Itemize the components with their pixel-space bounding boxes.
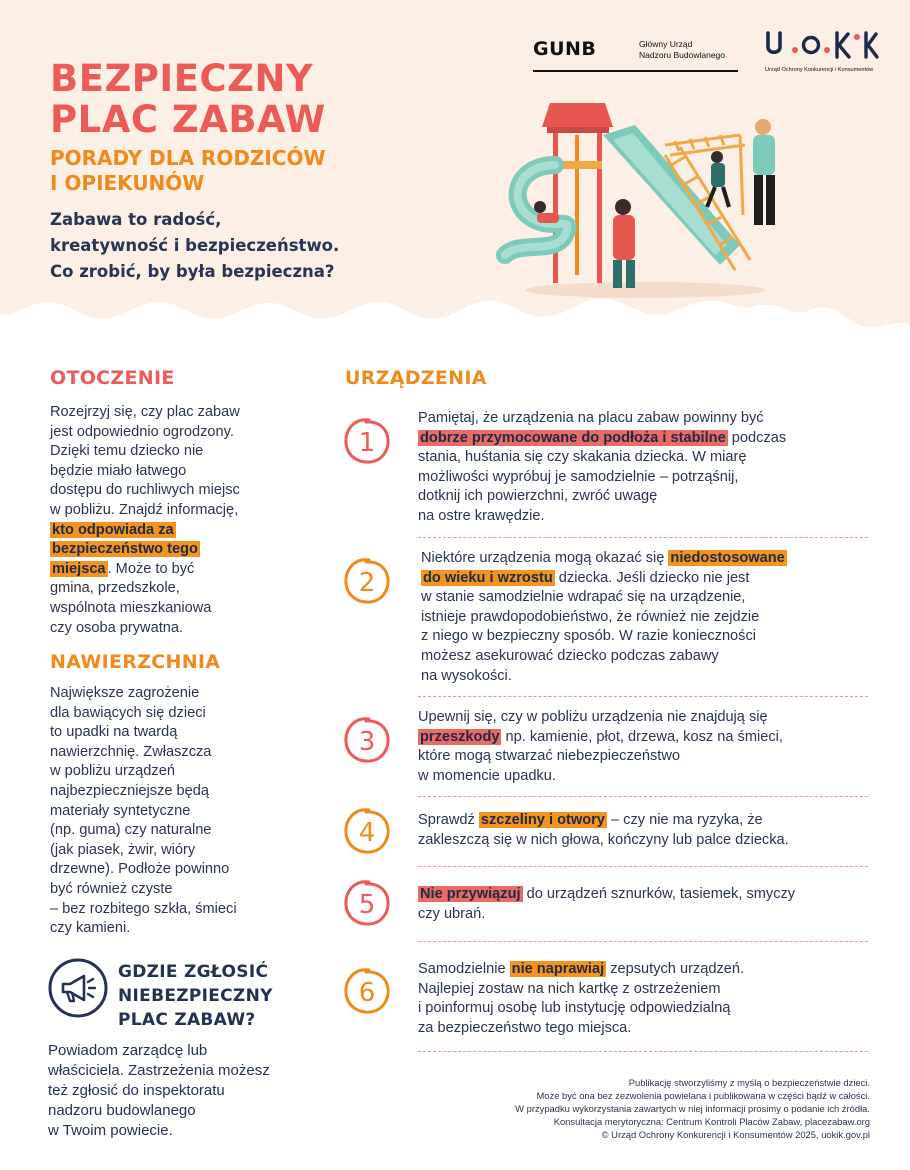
item-6-text (418, 960, 744, 1038)
nawierzchnia-line: czy kamieni. (50, 920, 131, 937)
item-2-text (421, 549, 787, 686)
uokik-logo (765, 30, 880, 80)
report-line: w Twoim powiecie. (48, 1122, 173, 1139)
item-divider (418, 537, 868, 538)
page-subtitle (50, 146, 326, 196)
item-line: np. kamienie, płot, drzewa, kosz na śmieci, (501, 728, 783, 745)
otoczenie-text (50, 403, 240, 638)
item-line: na ostre krawędzie. (418, 507, 545, 524)
item-line: dziecka. Jeśli dziecko nie jest (554, 569, 750, 586)
nawierzchnia-line: nawierzchnię. Zwłaszcza (50, 743, 212, 760)
nawierzchnia-line: najbezpieczniejsze będą (50, 782, 210, 799)
otoczenie-line: wspólnota mieszkaniowa (50, 599, 212, 616)
nawierzchnia-line: Największe zagrożenie (50, 685, 200, 701)
subtitle-line: I OPIEKUNÓW (50, 171, 205, 195)
item-line: i poinformuj osobę lub instytucję odpowiedzialną (418, 1000, 731, 1017)
item-line: Sprawdź (418, 812, 479, 828)
footer-line: Konsultacja merytoryczna: Centrum Kontroli Placów Zabaw, placezabaw.org (553, 1116, 870, 1127)
item-line: na wysokości. (421, 667, 512, 684)
item-line: Pamiętaj, że urządzenia na placu zabaw powinny być (418, 410, 764, 426)
otoczenie-highlight: kto odpowiada za (52, 521, 174, 538)
number-label: 2 (358, 568, 376, 598)
report-title-line: PLAC ZABAW? (118, 1010, 256, 1030)
playground-illustration (495, 95, 795, 305)
number-label: 4 (358, 818, 376, 848)
item-divider (418, 866, 868, 867)
number-2-icon (342, 556, 392, 606)
gunb-logo (533, 38, 738, 74)
report-line: nadzoru budowlanego (48, 1102, 196, 1119)
item-line: które mogą stwarzać niebezpieczeństwo (418, 748, 681, 765)
item-highlight: niedostosowane (670, 550, 785, 566)
nawierzchnia-line: to upadki na twardą (50, 724, 178, 741)
otoczenie-line: Rozejrzyj się, czy plac zabaw (50, 404, 240, 420)
item-divider (418, 696, 868, 697)
footer-credits (515, 1076, 870, 1141)
item-line: Upewnij się, czy w pobliżu urządzenia nie znajdują się (418, 709, 768, 725)
gunb-mark: GUNB (533, 38, 597, 60)
otoczenie-line: gmina, przedszkole, (50, 580, 180, 597)
subtitle-line: PORADY DLA RODZICÓW (50, 146, 326, 170)
nawierzchnia-line: (jak piasek, żwir, wióry (50, 841, 196, 858)
item-line: stania, huśtania się czy skakania dziecka. W miarę (418, 449, 747, 466)
nawierzchnia-title: NAWIERZCHNIA (50, 651, 221, 673)
nawierzchnia-line: – bez rozbitego szkła, śmieci (50, 900, 237, 917)
otoczenie-line: jest odpowiednio ogrodzony. (50, 423, 234, 440)
gunb-name-line: Nadzoru Budowlanego (639, 50, 726, 60)
nawierzchnia-text (50, 684, 237, 939)
nawierzchnia-line: dla bawiących się dzieci (50, 704, 206, 721)
item-4-text (418, 811, 789, 850)
nawierzchnia-line: w pobliżu urządzeń (50, 763, 175, 780)
number-4-icon (342, 806, 392, 856)
report-text (48, 1041, 270, 1141)
item-highlight: szczeliny i otwory (480, 812, 605, 828)
item-line: Niektóre urządzenia mogą okazać się (421, 550, 669, 566)
gunb-underline (533, 70, 738, 72)
number-label: 5 (358, 890, 376, 920)
item-line: możesz asekurować dziecko podczas zabawy (421, 647, 719, 664)
otoczenie-line: dostępu do ruchliwych miejsc (50, 482, 240, 499)
intro-line: kreatywność i bezpieczeństwo. (50, 236, 340, 255)
otoczenie-title: OTOCZENIE (50, 367, 175, 389)
item-line: Najlepiej zostaw na nich kartkę z ostrzeżeniem (418, 980, 721, 997)
report-title-line: NIEBEZPIECZNY (118, 986, 273, 1006)
item-line: istnieje prawdopodobieństwo, że również nie zejdzie (421, 608, 760, 625)
item-highlight: przeszkody (420, 728, 500, 745)
nawierzchnia-line: (np. guma) czy naturalne (50, 822, 212, 839)
gunb-name (639, 39, 739, 61)
otoczenie-line: będzie miało łatwego (50, 462, 187, 479)
footer-line: W przypadku wykorzystania zawartych w niej informacji prosimy o podanie ich źródła. (515, 1103, 870, 1114)
item-line: z niego w bezpieczny sposób. W razie konieczności (421, 628, 757, 645)
item-line: czy ubrań. (418, 905, 486, 922)
item-line: – czy nie ma ryzyka, że (606, 812, 763, 828)
title-line: BEZPIECZNY (50, 57, 314, 100)
footer-line: Może być ona bez zezwolenia powielana i publikowana w części bądź w całości. (536, 1090, 870, 1101)
item-1-text (418, 409, 786, 527)
item-5-text (418, 885, 795, 924)
otoczenie-highlight: bezpieczeństwo tego (52, 541, 198, 558)
nawierzchnia-line: drzewne). Podłoże powinno (50, 861, 230, 878)
item-highlight: dobrze przymocowane do podłoża i stabilne (420, 429, 726, 446)
otoczenie-line: w pobliżu. Znajdź informację, (50, 501, 239, 518)
number-5-icon (342, 878, 392, 928)
number-label: 1 (358, 428, 376, 458)
item-highlight: do wieku i wzrostu (423, 569, 553, 586)
otoczenie-line: czy osoba prywatna. (50, 619, 184, 636)
megaphone-icon (47, 957, 109, 1019)
footer-line: © Urząd Ochrony Konkurencji i Konsumentów 2025, uokik.gov.pl (601, 1129, 870, 1140)
report-line: Powiadom zarządcę lub (48, 1042, 208, 1059)
item-line: za bezpieczeństwo tego miejsca. (418, 1019, 632, 1036)
nawierzchnia-line: być również czyste (50, 880, 173, 897)
item-line: w momencie upadku. (418, 767, 556, 784)
item-line: zepsutych urządzeń. (606, 961, 745, 977)
item-line: Samodzielnie (418, 961, 510, 977)
urzadzenia-title: URZĄDZENIA (345, 367, 487, 389)
gunb-name-line: Główny Urząd (639, 39, 693, 49)
otoczenie-highlight: miejsca (52, 560, 106, 577)
number-3-icon (342, 715, 392, 765)
report-line: właściciela. Zastrzeżenia możesz (48, 1062, 270, 1079)
title-line: PLAC ZABAW (50, 98, 326, 141)
number-1-icon (342, 416, 392, 466)
item-divider (418, 941, 868, 942)
item-line: zakleszczą się w nich głowa, kończyny lub palce dziecka. (418, 831, 789, 848)
item-highlight: Nie przywiązuj (420, 886, 521, 902)
uokik-caption: Urząd Ochrony Konkurencji i Konsumentów (765, 67, 874, 73)
report-line: też zgłosić do inspektoratu (48, 1082, 225, 1099)
item-line: w stanie samodzielnie wdrapać się na urządzenie, (421, 589, 746, 606)
item-line: do urządzeń sznurków, tasiemek, smyczy (522, 886, 796, 902)
item-highlight: nie naprawiaj (511, 961, 605, 977)
page-title (50, 58, 326, 140)
number-label: 6 (358, 978, 376, 1008)
footer-line: Publikację stworzyliśmy z myślą o bezpieczeństwie dzieci. (628, 1077, 870, 1088)
item-divider (418, 796, 868, 797)
intro-line: Co zrobić, by była bezpieczna? (50, 262, 335, 281)
item-3-text (418, 708, 783, 786)
otoczenie-line: . Może to być (107, 560, 195, 577)
report-title-line: GDZIE ZGŁOSIĆ (118, 962, 269, 982)
number-label: 3 (358, 727, 376, 757)
number-6-icon (342, 966, 392, 1016)
item-line: dotknij ich powierzchni, zwróć uwagę (418, 488, 658, 505)
otoczenie-line: Dzięki temu dziecko nie (50, 443, 204, 460)
report-title (118, 960, 273, 1032)
item-line: możliwości wypróbuj je samodzielnie – potrząśnij, (418, 468, 739, 485)
item-divider (418, 1051, 868, 1052)
nawierzchnia-line: materiały syntetyczne (50, 802, 191, 819)
uokik-mark (765, 30, 880, 66)
intro-line: Zabawa to radość, (50, 210, 222, 229)
item-line: podczas (727, 429, 787, 446)
intro-text (50, 207, 370, 285)
